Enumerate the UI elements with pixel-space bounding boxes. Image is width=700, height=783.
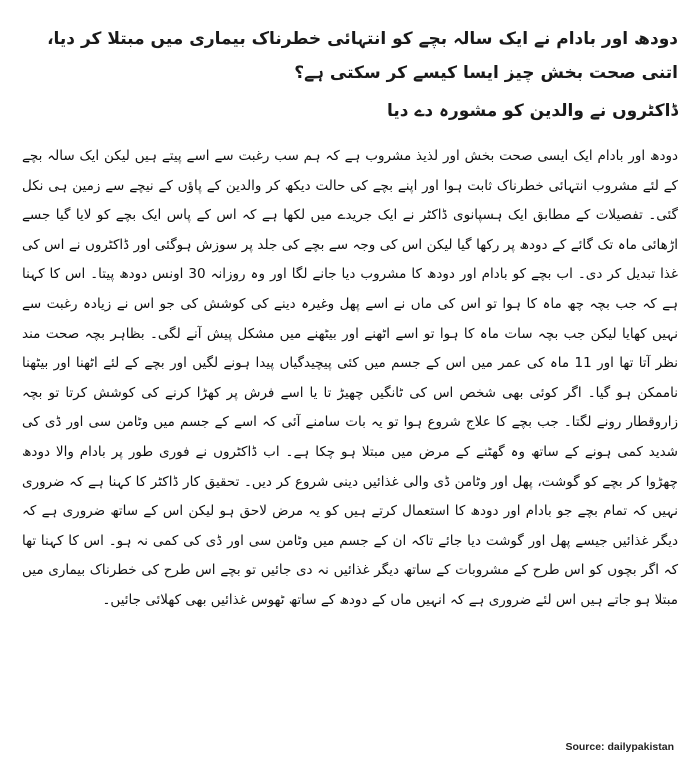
source-credit [565,741,674,753]
article-subheadline: ڈاکٹروں نے والدین کو مشورہ دے دیا [387,101,678,121]
article [22,22,678,616]
source-label: Source: [565,741,605,753]
article-body: دودھ اور بادام ایک ایسی صحت بخش اور لذیذ مشروب ہے کہ ہم سب رغبت سے اسے پیتے ہیں لیکن ایک سالہ بچے کے لئے مشروب انتہائی خطرناک ثابت ہوا اور اپنے بچے کی حالت دیکھ کر والدین کے پاؤں کے نیچے سے زمین ہی نکل گئی۔ تفصیلات کے مطابق ایک ہسپانوی ڈاکٹر نے ایک جریدے میں لکھا ہے کہ اس کے پاس ایک بچے کو لایا گیا جسے اڑھائی ماہ تک گائے کے دودھ پر رکھا گیا لیکن اس کی وجہ سے بچے کی جلد پر سوزش ہوگئی اور ڈاکٹروں نے اس کی غذا تبدیل کر دی۔ اب بچے کو بادام اور دودھ کا مشروب دیا جانے لگا اور وہ روزانہ 30 اونس دودھ پیتا۔ اس کا کہنا ہے کہ جب بچہ چھ ماہ کا ہوا تو اس کی ماں نے اسے پھل وغیرہ دینے کی کوشش کی جو اس نے زیادہ رغبت سے نہیں کھایا لیکن جب بچہ سات ماہ کا ہوا تو اسے اٹھنے اور بیٹھنے میں مشکل پیش آنے لگی۔ بظاہر بچہ صحت مند نظر آتا تھا اور 11 ماہ کی عمر میں اس کے جسم میں کئی پیچیدگیاں پیدا ہونے لگیں اور بچے کے لئے اٹھنا اور بیٹھنا ناممکن ہو گیا۔ اگر کوئی بھی شخص اس کی ٹانگیں چھیڑ تا یا اسے فرش پر کھڑا کرنے کی کوشش کرتا تو بچہ زاروقطار رونے لگتا۔ جب بچے کا علاج شروع ہوا تو یہ بات سامنے آئی کہ اسے کے جسم میں وٹامن سی اور ڈی کی شدید کمی ہونے کے ساتھ وہ گھٹنے کے مرض میں مبتلا ہو چکا ہے۔ اب ڈاکٹروں نے فوری طور پر بادام والا دودھ چھڑوا کر بچے کو گوشت، پھل اور وٹامن ڈی والی غذائیں دینی شروع کر دیں۔ تحقیق کار ڈاکٹر کا کہنا ہے کہ ضروری نہیں کہ تمام بچے جو بادام اور دودھ کا استعمال کرتے ہیں کو یہ مرض لاحق ہو لیکن اس کے ساتھ ضروری ہے کہ دیگر غذائیں جیسے پھل اور گوشت دیا جائے تاکہ ان کے جسم میں وٹامن سی اور ڈی کی کمی نہ ہو۔ اس کا کہنا تھا کہ اگر بچوں کو اس طرح کے مشروبات کے ساتھ دیگر غذائیں نہ دی جائیں تو بچے اس طرح کی خطرناک بیماری میں مبتلا ہو جاتے ہیں اس لئے ضروری ہے کہ انہیں ماں کے دودھ کے ساتھ ٹھوس غذائیں بھی کھلائی جائیں۔ [22,148,678,608]
source-name: dailypakistan [607,741,674,753]
article-headline: دودھ اور بادام نے ایک سالہ بچے کو انتہائی خطرناک بیماری میں مبتلا کر دیا، اتنی صحت بخش چیز ایسا کیسے کر سکتی ہے؟ [47,29,678,83]
